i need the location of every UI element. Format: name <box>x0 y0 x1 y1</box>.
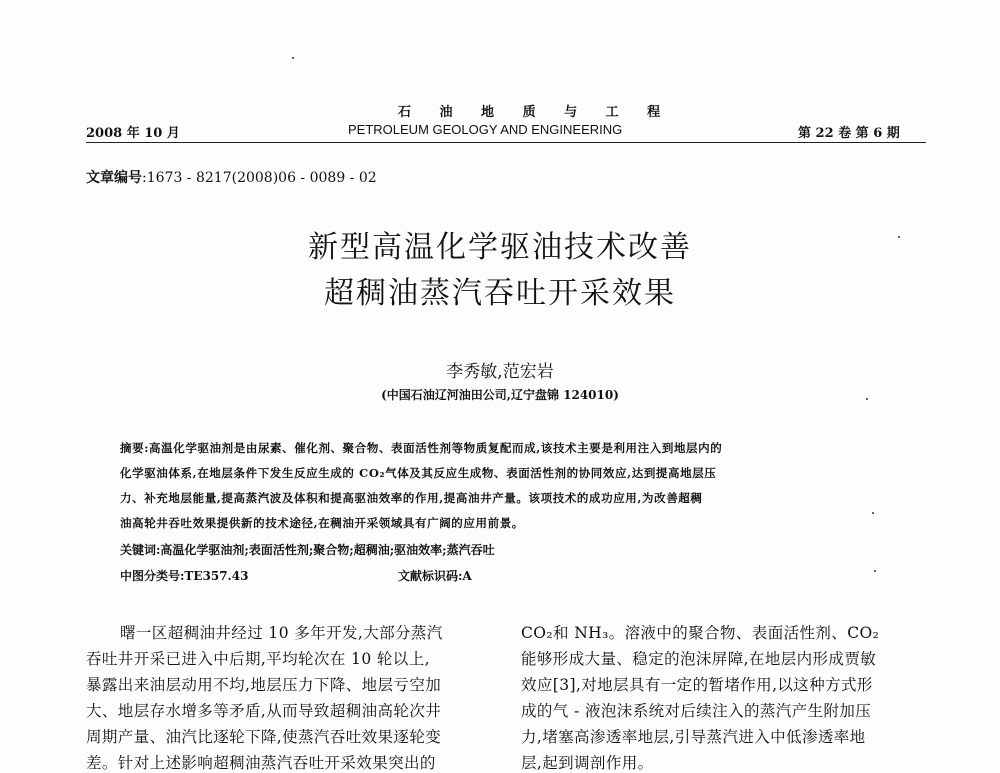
scan-speck <box>292 57 294 59</box>
document-code: 文献标识码:A <box>398 569 472 583</box>
article-number <box>86 167 377 187</box>
body-right-line: 能够形成大量、稳定的泡沫屏障,在地层内形成贾敏 <box>521 650 877 668</box>
scan-speck <box>872 512 874 514</box>
body-right-line: CO₂和 NH₃。溶液中的聚合物、表面活性剂、CO₂ <box>521 624 880 642</box>
issue-date: 2008 年 10 月 <box>86 126 180 141</box>
keywords: 关键词:高温化学驱油剂;表面活性剂;聚合物;超稠油;驱油效率;蒸汽吞吐 <box>120 543 495 557</box>
classification-code: 中图分类号:TE357.43 <box>120 569 249 583</box>
body-left-line: 暴露出来油层动用不均,地层压力下降、地层亏空加 <box>86 676 442 694</box>
body-left-line: 大、地层存水增多等矛盾,从而导致超稠油高轮次井 <box>86 702 442 720</box>
scan-speck <box>898 236 900 238</box>
abstract-line: 力、补充地层能量,提高蒸汽波及体积和提高驱油效率的作用,提高油井产量。该项技术的成功应用,为改善超稠 <box>120 491 703 505</box>
article-number-value: :1673 - 8217(2008)06 - 0089 - 02 <box>142 170 377 186</box>
abstract-line: 油高轮井吞吐效果提供新的技术途径,在稠油开采领域具有广阔的应用前景。 <box>120 516 524 530</box>
abstract-line: 摘要:高温化学驱油剂是由尿素、催化剂、聚合物、表面活性剂等物质复配而成,该技术主要是利用注入到地层内的 <box>120 441 723 455</box>
body-left-line: 曙一区超稠油井经过 10 多年开发,大部分蒸汽 <box>120 624 443 642</box>
authors: 李秀敏,范宏岩 <box>446 362 554 382</box>
abstract-line: 化学驱油体系,在地层条件下发生反应生成的 CO₂气体及其反应生成物、表面活性剂的协同效应,达到提高地层压 <box>120 466 717 480</box>
affiliation: (中国石油辽河油田公司,辽宁盘锦 124010) <box>381 388 619 402</box>
article-number-label: 文章编号 <box>86 170 142 186</box>
scan-speck <box>866 398 868 400</box>
scan-speck <box>874 570 876 572</box>
body-left-line: 周期产量、油汽比逐轮下降,使蒸汽吞吐效果逐轮变 <box>86 728 442 746</box>
body-right-line: 力,堵塞高渗透率地层,引导蒸汽进入中低渗透率地 <box>521 728 866 746</box>
journal-title-en: PETROLEUM GEOLOGY AND ENGINEERING <box>348 122 623 137</box>
volume-issue: 第 22 卷 第 6 期 <box>798 126 900 141</box>
body-right-line: 层,起到调剖作用。 <box>521 754 654 772</box>
title-line-1: 新型高温化学驱油技术改善 <box>308 230 692 265</box>
body-left-line: 吞吐井开采已进入中后期,平均轮次在 10 轮以上, <box>86 650 430 668</box>
header-rule <box>86 142 926 143</box>
body-right-line: 效应[3],对地层具有一定的暂堵作用,以这种方式形 <box>521 676 873 694</box>
body-left-line: 差。针对上述影响超稠油蒸汽吞吐开采效果突出的 <box>86 754 436 772</box>
journal-title-cn: 石 油 地 质 与 工 程 <box>398 105 673 120</box>
title-line-2: 超稠油蒸汽吞吐开采效果 <box>324 276 676 311</box>
body-right-line: 成的气 - 液泡沫系统对后续注入的蒸汽产生附加压 <box>521 702 872 720</box>
